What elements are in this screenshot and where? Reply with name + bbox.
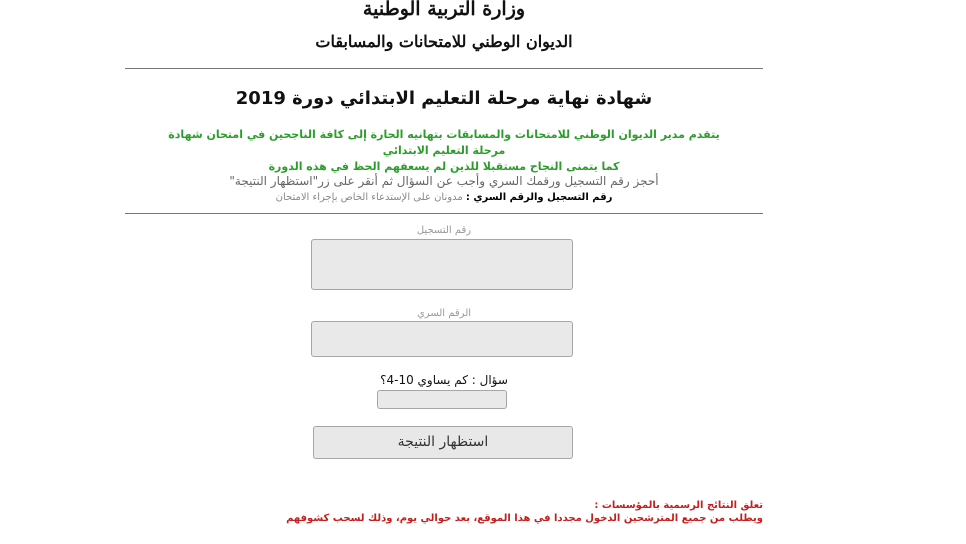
form-divider xyxy=(125,213,763,214)
exam-title: شهادة نهاية مرحلة التعليم الابتدائي دورة 2019 xyxy=(235,88,653,109)
credentials-note xyxy=(125,192,763,203)
header-divider xyxy=(125,68,763,69)
ministry-name: وزارة التربية الوطنية xyxy=(362,0,526,20)
registration-number-label: رقم التسجيل xyxy=(416,225,472,236)
credentials-note-label: رقم التسجيل والرقم السري : xyxy=(465,192,613,203)
congratulations-line-1: يتقدم مدير الديوان الوطني للامتحانات والمسابقات بتهانيه الحارة إلى كافة الناجحين في امتحان شهادة مرحلة التعليم الابتدائي xyxy=(168,128,720,157)
candidates-return-notice: ويطلب من جميع المترشحين الدخول مجددا في هذا الموقع، بعد حوالي يوم، وذلك لسحب كشوفهم xyxy=(286,513,763,524)
instructions-text: أحجز رقم التسجيل ورقمك السري وأجب عن السؤال ثم أنقر على زر"استظهار النتيجة" xyxy=(229,174,659,188)
office-name: الديوان الوطني للامتحانات والمسابقات xyxy=(315,32,573,51)
captcha-answer-input[interactable] xyxy=(377,390,507,409)
secret-number-input[interactable] xyxy=(311,321,573,357)
registration-number-input[interactable] xyxy=(311,239,573,290)
official-results-notice: تعلق النتائج الرسمية بالمؤسسات : xyxy=(594,500,763,511)
captcha-question: سؤال : كم يساوي 10-4؟ xyxy=(380,373,508,387)
credentials-note-detail: مدونان على الإستدعاء الخاص بإجراء الامتحان xyxy=(275,192,463,203)
secret-number-label: الرقم السري xyxy=(416,308,472,319)
show-result-button[interactable]: استظهار النتيجة xyxy=(313,426,573,459)
congratulations-line-2: كما يتمنى النجاح مستقبلا للذين لم يسعفهم الحظ في هذه الدورة xyxy=(268,160,620,173)
results-page xyxy=(125,0,763,544)
congratulations-message xyxy=(165,127,723,175)
